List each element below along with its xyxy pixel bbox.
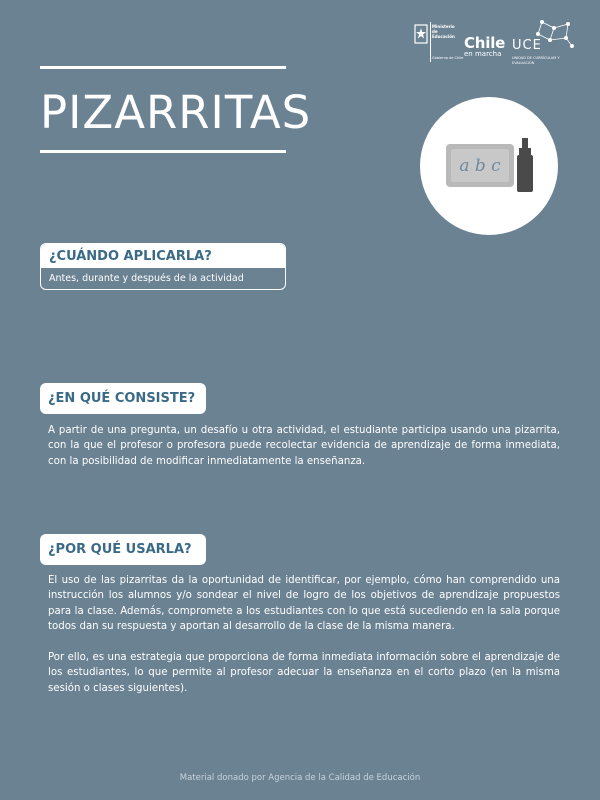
whiteboard-illustration — [420, 97, 558, 235]
what-heading: ¿EN QUÉ CONSISTE? — [40, 383, 206, 414]
board-text: a b c — [459, 156, 501, 176]
logo-divider — [430, 22, 431, 62]
coat-of-arms-icon — [414, 24, 428, 46]
why-heading: ¿POR QUÉ USARLA? — [40, 534, 206, 565]
chile-tagline: en marcha — [464, 50, 502, 58]
footer-credit: Material donado por Agencia de la Calidad de Educación — [179, 773, 421, 783]
title-rule-bottom — [40, 150, 286, 153]
ministry-logo — [414, 22, 464, 66]
when-body: Antes, durante y después de la actividad — [49, 273, 244, 284]
uce-logo — [510, 18, 580, 78]
title-rule-top — [40, 66, 286, 69]
gobierno-label: Gobierno de Chile — [432, 56, 464, 60]
what-body: A partir de una pregunta, un desafío u otra actividad, el estudiante participa usando una pizarrita, con la que el profesor o profesora puede recolectar evidencia de aprendizaje de forma inmediata, con la posibilidad de modificar inmediatamente la enseñanza. — [48, 425, 560, 467]
when-section — [40, 243, 286, 290]
uce-acronym: UCE — [512, 38, 542, 53]
ministry-name: Ministerio de Educación — [432, 24, 455, 39]
why-body-2: Por ello, es una estrategia que proporciona de forma inmediata información sobre el aprendizaje de los estudiantes, lo que permite al profesor adecuar la enseñanza en el corto plazo (en la misma sesión o clases siguientes). — [48, 652, 560, 694]
chile-en-marcha-logo — [464, 36, 505, 58]
why-body-1: El uso de las pizarritas da la oportunidad de identificar, por ejemplo, cómo han comprendido una instrucción los alumnos y/o sondear el nivel de logro de los objetivos de aprendizaje propuestos para la clase. Además, compromete a los estudiantes con lo que está sucediendo en la sala porque todos dan su respuesta y aportan al desarrollo de la clase de la misma manera. — [48, 575, 560, 632]
uce-subtitle: UNIDAD DE CURRÍCULUM Y EVALUACIÓN — [512, 56, 560, 65]
page-title: PIZARRITAS — [40, 86, 312, 139]
when-heading: ¿CUÁNDO APLICARLA? — [41, 244, 285, 268]
chile-word: Chile — [464, 34, 506, 52]
whiteboard-marker-icon — [420, 97, 558, 235]
